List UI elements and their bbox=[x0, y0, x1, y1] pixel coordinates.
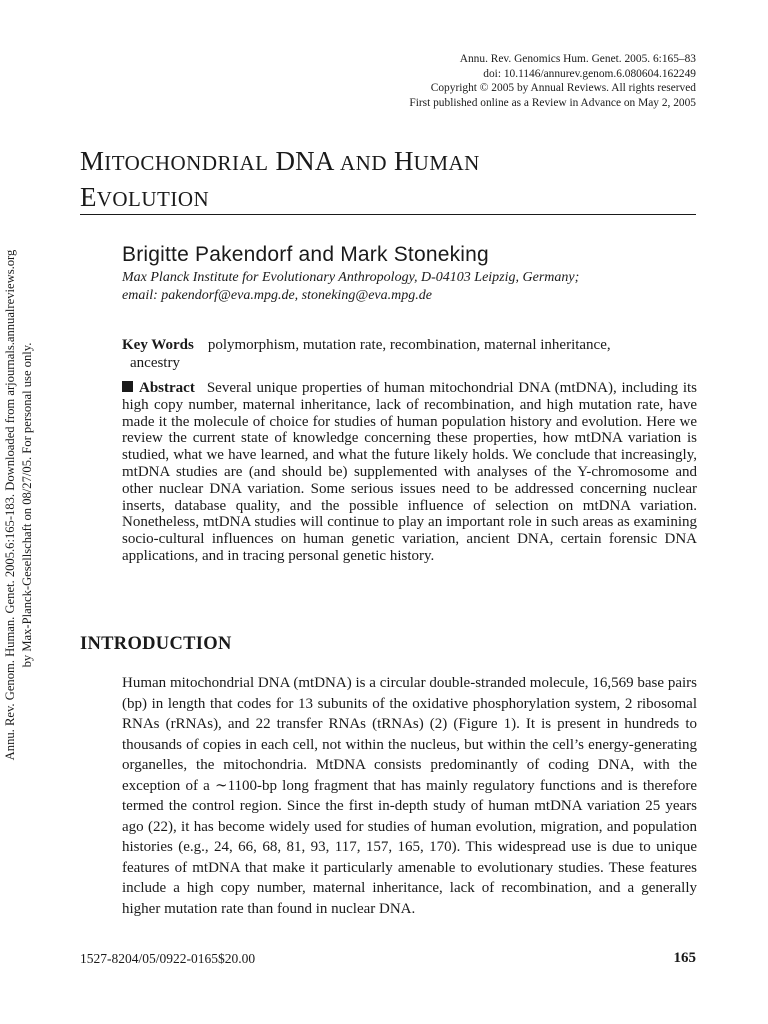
download-watermark bbox=[2, 243, 42, 767]
title-divider bbox=[80, 214, 696, 215]
license-notice: by Max-Planck-Gesellschaft on 08/27/05. For personal use only. bbox=[20, 342, 34, 668]
author-emails[interactable]: email: pakendorf@eva.mpg.de, stoneking@eva.mpg.de bbox=[122, 287, 432, 303]
key-words-list-continued: ancestry bbox=[130, 355, 180, 371]
affiliation bbox=[122, 269, 697, 304]
key-words-label: Key Words bbox=[122, 337, 194, 353]
title-word-mitochondrial: MITOCHONDRIAL bbox=[80, 146, 269, 176]
abstract-text: Several unique properties of human mitochondrial DNA (mtDNA), including its high copy number, maternal inheritance, lack of recombination, and high mutation rate, have made it the molecule of choice for studies of human population history and evolution. Here we review the current state of knowledge concerning these properties, how mtDNA variation is studied, what we have learned, and what the future likely holds. We conclude that increasingly, mtDNA studies are (and should be) supplemented with analyses of the Y-chromosome and other nuclear DNA variation. Some serious issues need to be addressed concerning nuclear inserts, database quality, and the possible influence of selection on mtDNA variation. Nonetheless, mtDNA studies will continue to play an important role in such areas as examining socio-cultural influences on human genetic variation, ancient DNA, certain forensic DNA applications, and in tracing personal genetic history. bbox=[122, 380, 697, 564]
copyright-notice: Copyright © 2005 by Annual Reviews. All rights reserved bbox=[430, 82, 696, 94]
journal-header bbox=[236, 52, 696, 110]
footer-code: 1527-8204/05/0922-0165$20.00 bbox=[80, 951, 256, 966]
download-notice: Annu. Rev. Genom. Human. Genet. 2005.6:165-183. Downloaded from arjournals.annualreviews.org bbox=[3, 249, 17, 761]
title-word-dna: DNA bbox=[275, 146, 334, 176]
abstract-label: Abstract bbox=[139, 380, 195, 396]
title-word-and: AND bbox=[340, 151, 388, 175]
page-number: 165 bbox=[673, 950, 696, 966]
publication-date: First published online as a Review in Advance on May 2, 2005 bbox=[409, 96, 696, 109]
key-words bbox=[122, 336, 697, 372]
introduction-paragraph: Human mitochondrial DNA (mtDNA) is a circular double-stranded molecule, 16,569 base pairs (bp) in length that codes for 13 subunits of the oxidative phosphorylation system, 2 ribosomal RNAs (rRNAs), and 22 transfer RNAs (tRNAs) (2) (Figure 1). It is present in hundreds to thousands of copies in each cell, not within the nucleus, but within the cell’s energy-generating organelles, the mitochondria. MtDNA consists predominantly of coding DNA, with the exception of a ∼1100-bp long fragment that has mainly regulatory functions and is therefore termed the control region. Since the first in-depth study of human mtDNA variation 25 years ago (22), it has become widely used for studies of human evolution, migration, and population histories (e.g., 24, 66, 68, 81, 93, 117, 157, 165, 170). This widespread use is due to unique features of mtDNA that make it particularly amenable to evolutionary studies. These features include a high copy number, maternal inheritance, lack of recombination, and a generally higher mutation rate than found in nuclear DNA. bbox=[122, 675, 697, 917]
abstract bbox=[122, 380, 697, 565]
key-words-list: polymorphism, mutation rate, recombination, maternal inheritance, bbox=[207, 337, 611, 353]
affiliation-institute: Max Planck Institute for Evolutionary Anthropology, D-04103 Leipzig, Germany; bbox=[122, 270, 580, 285]
title-word-human: HUMAN bbox=[393, 146, 480, 176]
title-word-evolution: EVOLUTION bbox=[80, 182, 210, 212]
doi[interactable]: doi: 10.1146/annurev.genom.6.080604.162249 bbox=[483, 67, 696, 80]
authors: Brigitte Pakendorf and Mark Stoneking bbox=[122, 243, 489, 266]
journal-citation: Annu. Rev. Genomics Hum. Genet. 2005. 6:165–83 bbox=[459, 53, 696, 65]
square-bullet-icon bbox=[122, 381, 133, 392]
article-title bbox=[80, 144, 696, 216]
section-heading-introduction: INTRODUCTION bbox=[80, 634, 232, 654]
